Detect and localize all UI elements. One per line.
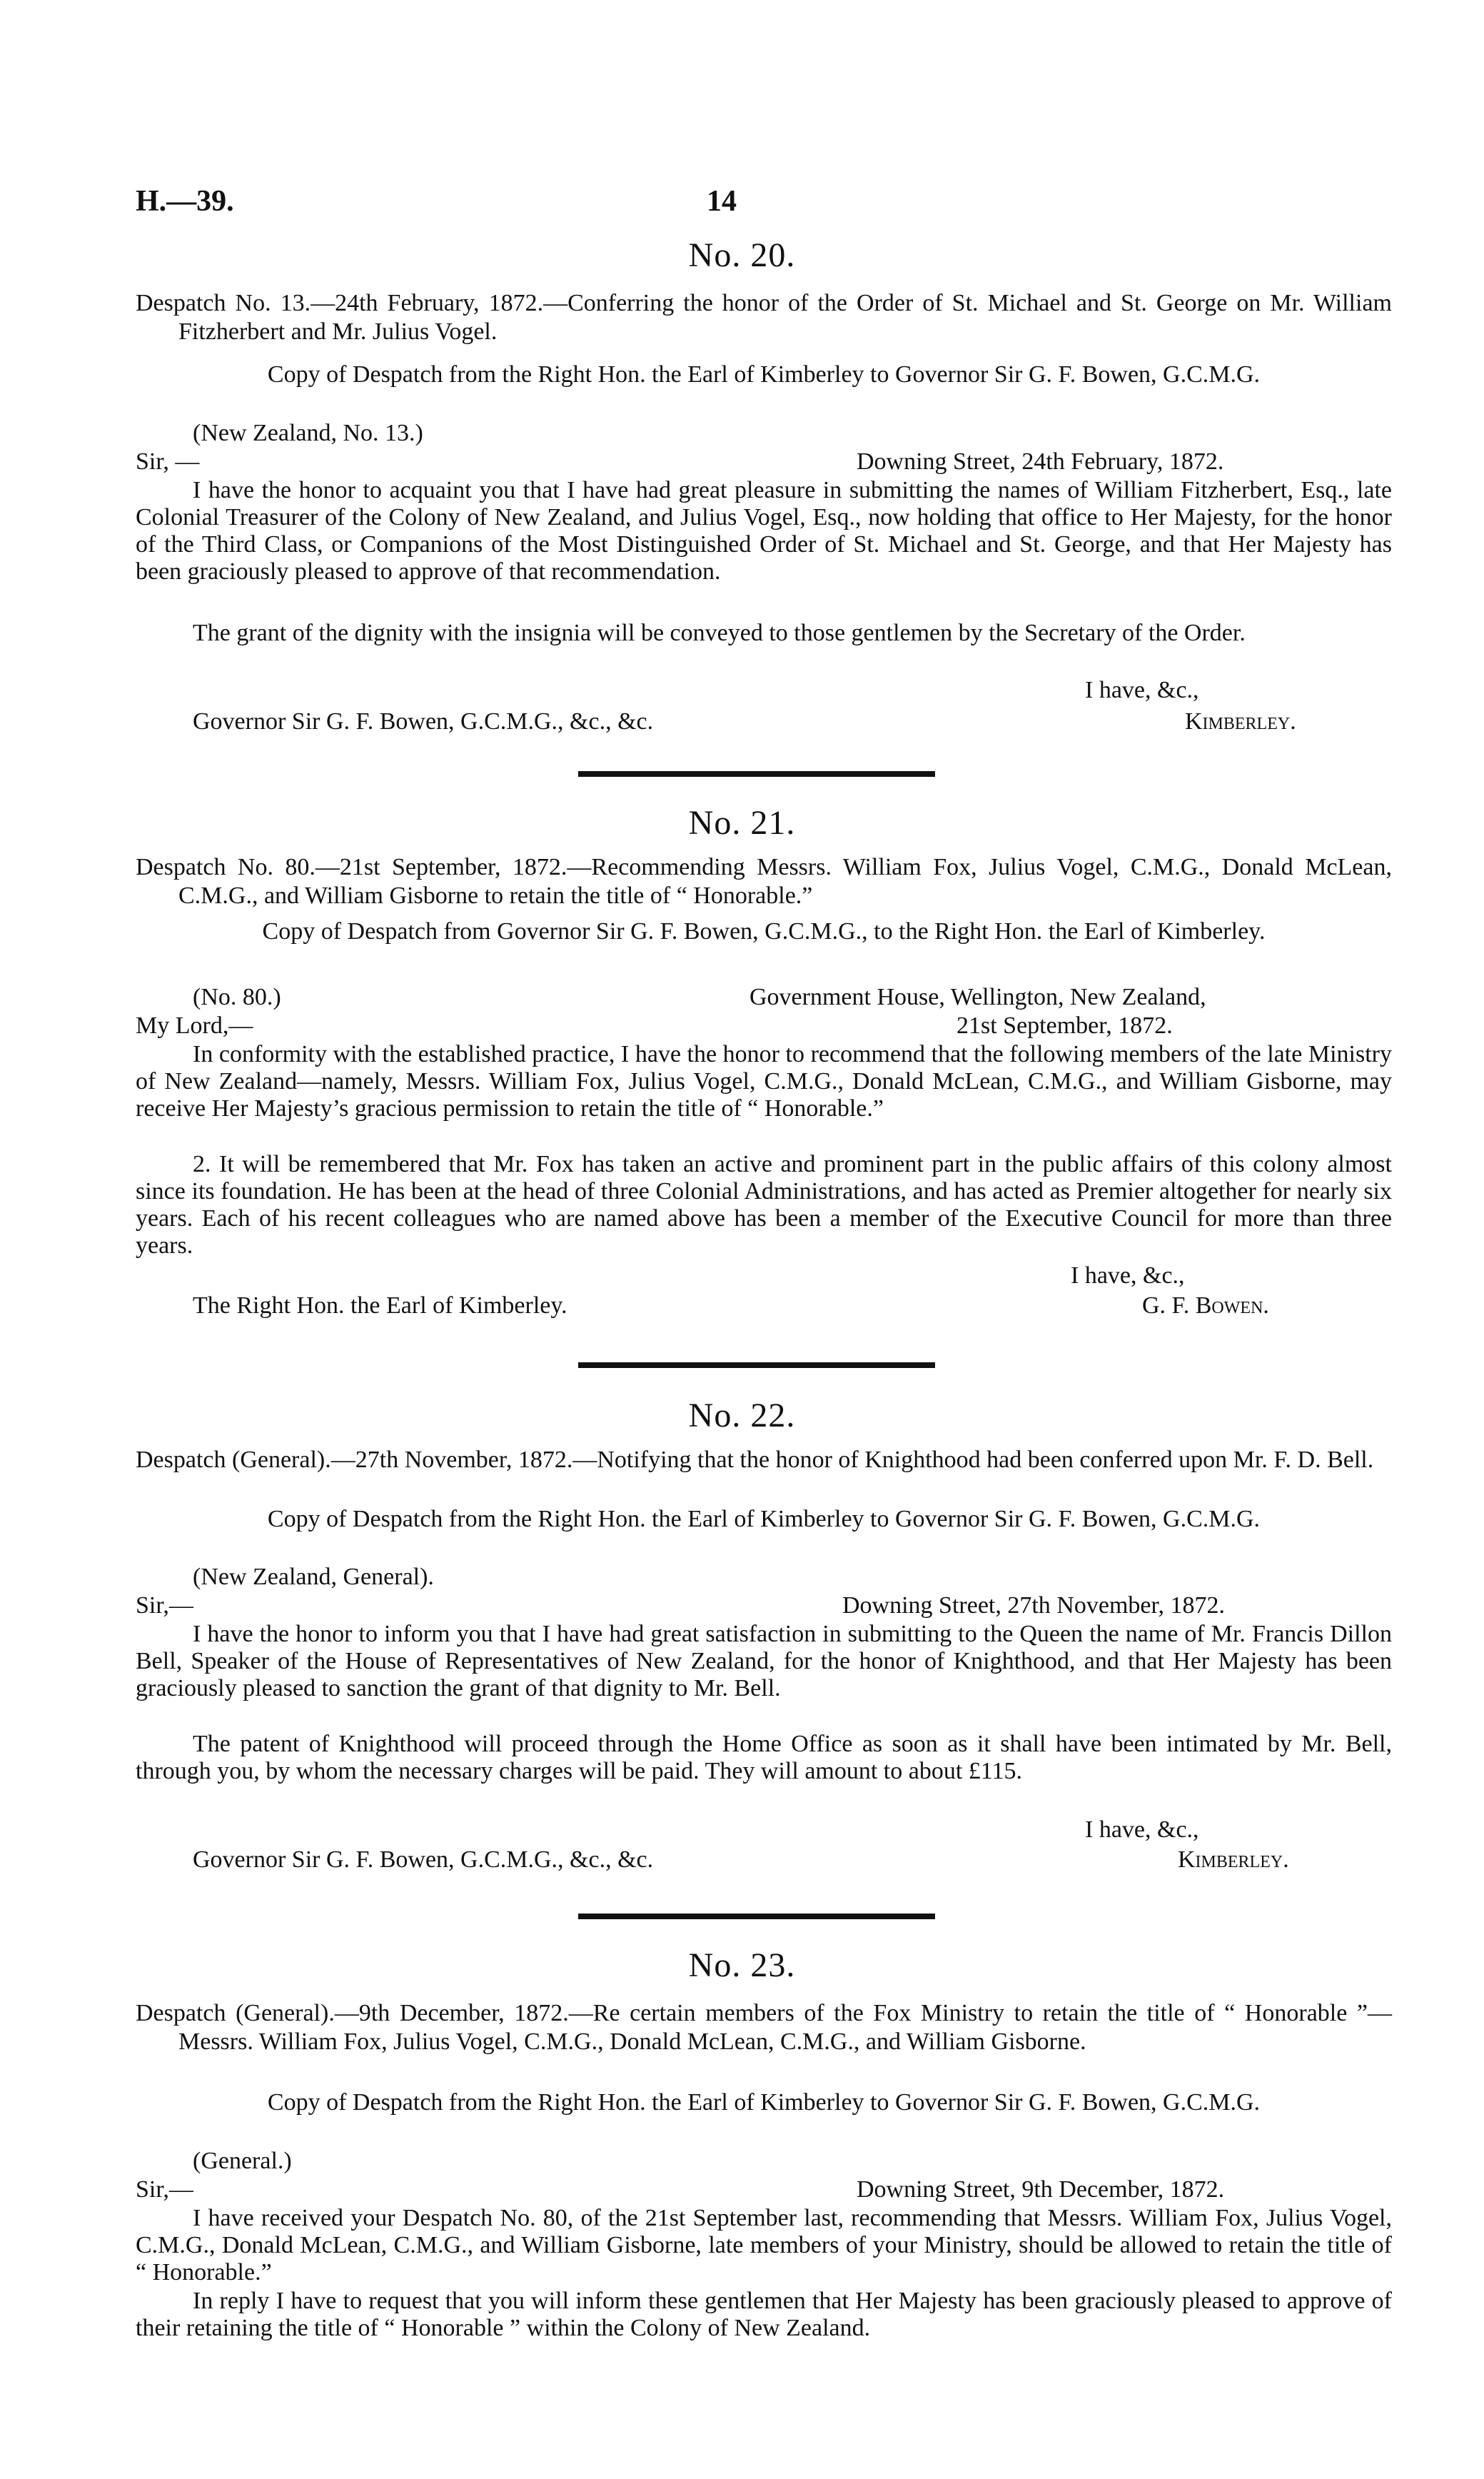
paragraph: I have the honor to inform you that I have had great satisfaction in submitting to the Queen the name of Mr. Francis Dillon Bell, Speaker of the House of Representatives of New Zealand, for the honor of Knighthood, and that Her Majesty has been graciously pleased to sanction the grant of that dignity to Mr. Bell. bbox=[136, 1621, 1392, 1701]
reference: (New Zealand, No. 13.) bbox=[193, 420, 423, 446]
paragraph: In reply I have to request that you will inform these gentlemen that Her Majesty has been graciously pleased to approve of their retaining the title of “ Honorable ” within the Colony of New Zealand. bbox=[136, 2288, 1392, 2341]
salutation: Sir,— bbox=[136, 2176, 193, 2203]
reference: (New Zealand, General). bbox=[193, 1564, 434, 1590]
place-date: Downing Street, 24th February, 1872. bbox=[857, 448, 1224, 475]
paragraph: The patent of Knighthood will proceed through the Home Office as soon as it shall have been intimated by Mr. Bell, through you, by whom the necessary charges will be paid. They will amount to about £115. bbox=[136, 1731, 1392, 1784]
place-date-2: 21st September, 1872. bbox=[956, 1012, 1173, 1039]
document-code: H.—39. bbox=[136, 185, 234, 218]
addressee: The Right Hon. the Earl of Kimberley. bbox=[193, 1292, 567, 1319]
copy-line: Copy of Despatch from the Right Hon. the Earl of Kimberley to Governor Sir G. F. Bowen, G.C.M.G. bbox=[267, 361, 1261, 388]
addressee: Governor Sir G. F. Bowen, G.C.M.G., &c., &c. bbox=[193, 1846, 654, 1873]
page-number: 14 bbox=[707, 185, 737, 218]
paragraph: 2. It will be remembered that Mr. Fox has taken an active and prominent part in the public affairs of this colony almost since its foundation. He has been at the head of three Colonial Administrations, and has acted as Premier altogether for nearly six years. Each of his recent colleagues who are named above has been a member of the Executive Council for more than three years. bbox=[136, 1151, 1392, 1259]
signature: Kimberley. bbox=[1178, 1846, 1289, 1873]
reference: (General.) bbox=[193, 2148, 292, 2174]
section-number: No. 22. bbox=[688, 1397, 796, 1434]
section-divider bbox=[578, 771, 935, 777]
paragraph: I have received your Despatch No. 80, of the 21st September last, recommending that Messrs. William Fox, Julius Vogel, C.M.G., Donald McLean, C.M.G., and William Gisborne, late members of your Ministry, should be allowed to retain the title of “ Honorable.” bbox=[136, 2205, 1392, 2286]
place-date: Downing Street, 9th December, 1872. bbox=[857, 2176, 1225, 2203]
place-date: Government House, Wellington, New Zealand, bbox=[749, 984, 1206, 1010]
despatch-subject: Despatch (General).—9th December, 1872.—Re certain members of the Fox Ministry to retain the title of “ Honorable ”—Messrs. William Fox, Julius Vogel, C.M.G., Donald McLean, C.M.G., and William Gisborne. bbox=[136, 2000, 1392, 2055]
despatch-subject: Despatch No. 80.—21st September, 1872.—Recommending Messrs. William Fox, Julius Vogel, C.M.G., Donald McLean, C.M.G., and William Gisborne to retain the title of “ Honorable.” bbox=[136, 854, 1392, 909]
section-number: No. 20. bbox=[688, 236, 796, 274]
salutation: Sir,— bbox=[136, 1592, 193, 1619]
section-number: No. 23. bbox=[688, 1946, 796, 1984]
signature: G. F. Bowen. bbox=[1142, 1292, 1269, 1319]
paragraph: I have the honor to acquaint you that I have had great pleasure in submitting the names of William Fitzherbert, Esq., late Colonial Treasurer of the Colony of New Zealand, and Julius Vogel, Esq., now holding that office to Her Majesty, for the honor of the Third Class, or Companions of the Most Distinguished Order of St. Michael and St. George, and that Her Majesty has been graciously pleased to approve of that recommendation. bbox=[136, 477, 1392, 585]
paragraph: In conformity with the established practice, I have the honor to recommend that the following members of the late Ministry of New Zealand—namely, Messrs. William Fox, Julius Vogel, C.M.G., Donald McLean, C.M.G., and William Gisborne, may receive Her Majesty’s gracious permission to retain the title of “ Honorable.” bbox=[136, 1041, 1392, 1122]
paragraph: The grant of the dignity with the insignia will be conveyed to those gentlemen by the Secretary of the Order. bbox=[193, 620, 1246, 646]
section-divider bbox=[578, 1362, 935, 1368]
addressee: Governor Sir G. F. Bowen, G.C.M.G., &c., &c. bbox=[193, 708, 654, 735]
salutation: Sir, — bbox=[136, 448, 200, 475]
despatch-subject: Despatch (General).—27th November, 1872.—Notifying that the honor of Knighthood had been conferred upon Mr. F. D. Bell. bbox=[136, 1447, 1374, 1473]
copy-line: Copy of Despatch from Governor Sir G. F. Bowen, G.C.M.G., to the Right Hon. the Earl of Kimberley. bbox=[262, 918, 1266, 945]
signature: Kimberley. bbox=[1185, 708, 1296, 735]
copy-line: Copy of Despatch from the Right Hon. the Earl of Kimberley to Governor Sir G. F. Bowen, G.C.M.G. bbox=[267, 2089, 1261, 2116]
closing: I have, &c., bbox=[1071, 1262, 1185, 1289]
section-number: No. 21. bbox=[688, 804, 796, 842]
copy-line: Copy of Despatch from the Right Hon. the Earl of Kimberley to Governor Sir G. F. Bowen, G.C.M.G. bbox=[267, 1506, 1261, 1532]
place-date: Downing Street, 27th November, 1872. bbox=[842, 1592, 1225, 1619]
salutation: My Lord,— bbox=[136, 1012, 253, 1039]
section-divider bbox=[578, 1914, 935, 1919]
closing: I have, &c., bbox=[1085, 677, 1199, 703]
reference: (No. 80.) bbox=[193, 984, 281, 1010]
despatch-subject: Despatch No. 13.—24th February, 1872.—Conferring the honor of the Order of St. Michael and St. George on Mr. William Fitzherbert and Mr. Julius Vogel. bbox=[136, 290, 1392, 345]
closing: I have, &c., bbox=[1085, 1816, 1199, 1843]
